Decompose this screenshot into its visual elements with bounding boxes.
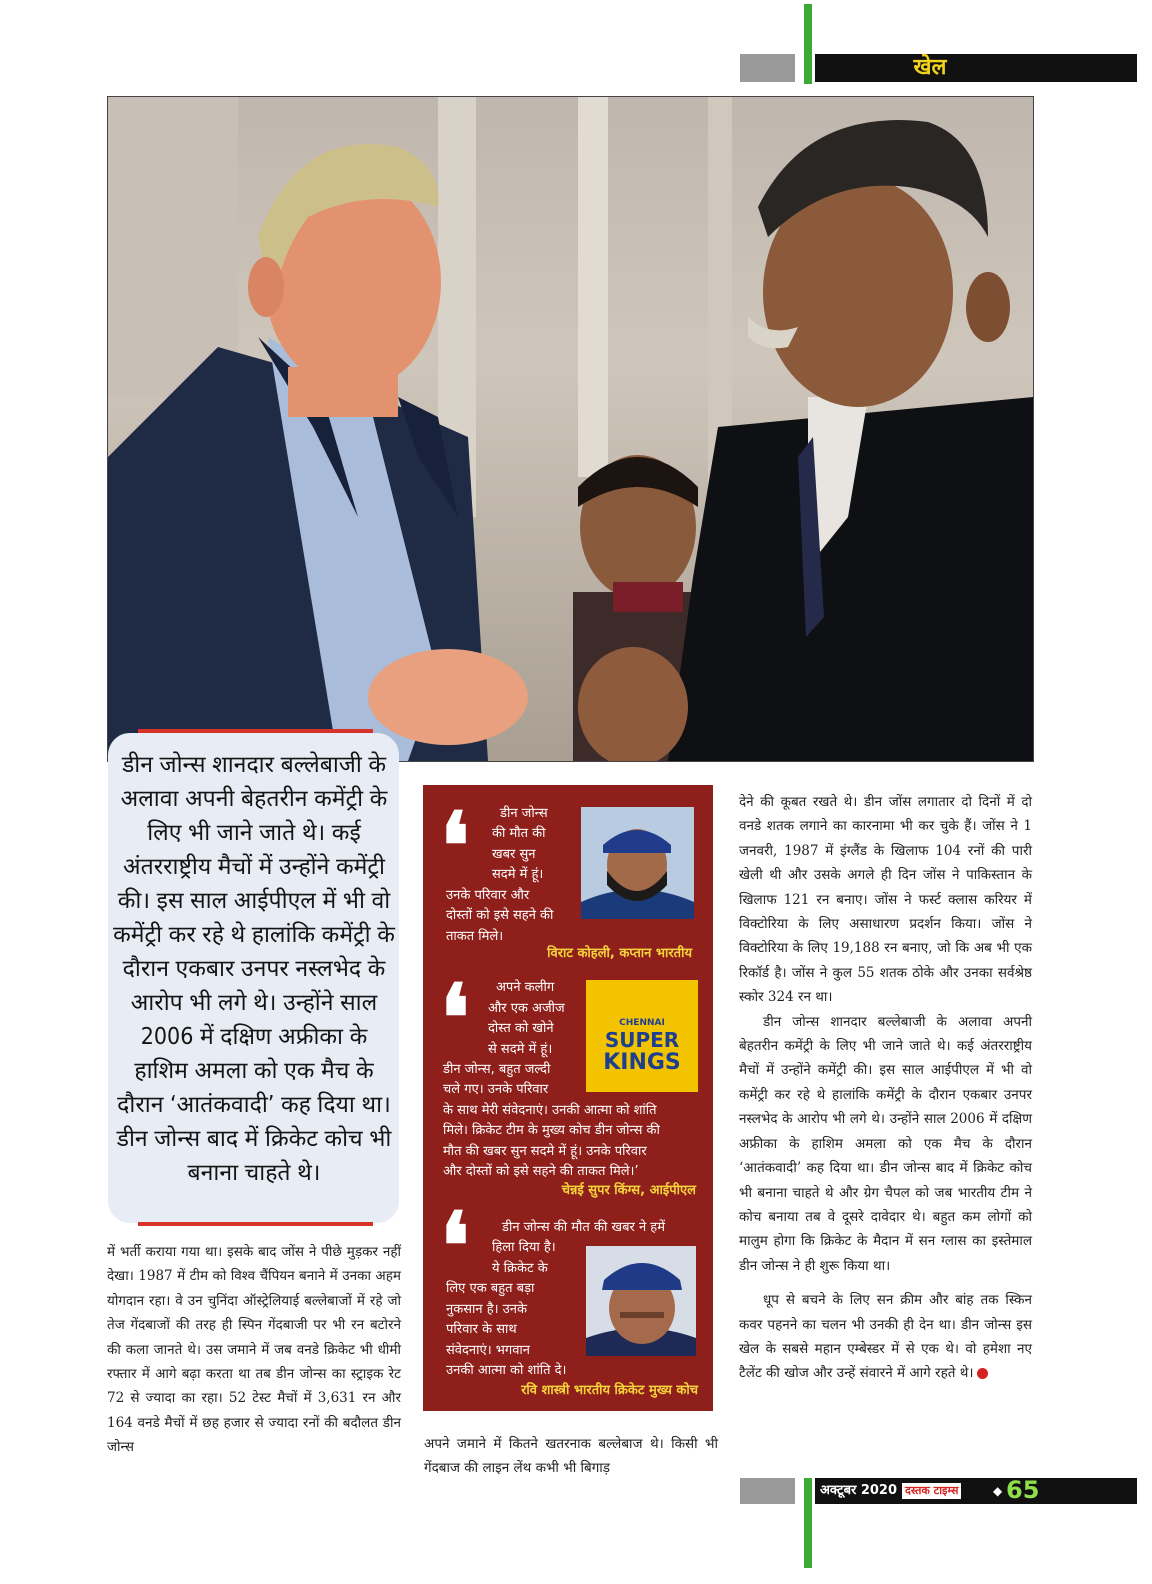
quote-1-line: ताकत मिले। [446,929,504,944]
quote-3-line: ये क्रिकेट के [492,1261,548,1276]
csk-logo-mid: SUPER [604,1028,680,1052]
column-right-paragraph-3: धूप से बचने के लिए सन क्रीम और बांह तक स्किन कवर पहनने का चलन भी उनकी ही देन था। डीन जोन्स इस खेल के सबसे महान एम्बेस्डर में से एक थे। वो हमेशा नए टैलेंट की खोज और उन्हें संवारने में आगे रहते थे। [739,1292,1032,1382]
footer-separator-icon: ◆ [993,1484,1003,1498]
main-photo [107,96,1034,762]
quote-2-line: डीन जोन्स, बहुत जल्दी [443,1062,551,1077]
quote-2-line: और एक अजीज [488,1001,565,1016]
quote-3-line: लिए एक बहुत बड़ा [446,1281,535,1296]
quote-1-line: की मौत की [492,826,546,841]
section-label: खेल [913,55,947,80]
quote-1-line: खबर सुन [492,847,536,862]
header-gray-block [740,54,795,82]
quote-3-line: नुकसान है। उनके [446,1302,527,1317]
quote-3-portrait [586,1246,696,1356]
quote-2-attribution: चेन्नई सुपर किंग्स, आईपीएल [561,1183,696,1198]
quote-3-line: परिवार के साथ [446,1322,517,1337]
footer-gray-block [740,1478,795,1504]
column-right-paragraph-1: देने की कूबत रखते थे। डीन जोंस लगातार दो दिनों में दो वनडे शतक लगाने का कारनामा भी कर चुके हैं। जोंस ने 1 जनवरी, 1987 में इंग्लैंड के खिलाफ 104 रनों की पारी खेली थी और उसके अगले ही दिन जोंस ने पाकिस्तान के खिलाफ 121 रन बनाए। जोंस ने फर्स्ट क्लास करियर में विक्टोरिया के लिए असाधारण प्रदर्शन किया। जोंस ने विक्टोरिया के लिए 19,188 रन बनाए, जो कि अब भी एक रिकॉर्ड है। जोंस ने कुल 55 शतक ठोके और उनका सर्वश्रेष्ठ स्कोर 324 रन था। [739,794,1032,1006]
quote-1-attribution: विराट कोहली, कप्तान भारतीय [547,946,692,961]
quote-1-line: डीन जोन्स [500,806,548,821]
pull-quote-top-rule [138,729,373,733]
csk-logo-top: CHENNAI [619,1018,665,1028]
quote-1-line: सदमे में हूं। [492,867,544,882]
csk-logo [586,980,698,1092]
quote-2-line: दोस्त को खोने [488,1021,554,1036]
quote-2-line: अपने कलीग [496,980,555,995]
footer-magazine-logo: दस्तक टाइम्स [902,1483,961,1499]
pull-quote-text: डीन जोन्स शानदार बल्लेबाजी के अलावा अपनी बेहतरीन कमेंट्री के लिए भी जाने जाते थे। कई अंतरराष्ट्रीय मैचों में उन्होंने कमेंट्री की। इस साल आईपीएल में भी वो कमेंट्री कर रहे थे हालांकि कमेंट्री के दौरान एकबार उनपर नस्लभेद के आरोप भी लगे थे। उन्होंने साल 2006 में दक्षिण अफ्रीका के हाशिम अमला को एक मैच के दौरान ‘आतंकवादी’ कह दिया था। डीन जोन्स बाद में क्रिकेट कोच भी बनाना चाहते थे। [113,752,395,1186]
quote-1-line: उनके परिवार और [446,888,530,903]
quote-mark-icon: ❛ [440,1192,470,1300]
quote-2-line: चले गए। उनके परिवार [443,1082,549,1097]
quote-3-attribution: रवि शास्त्री भारतीय क्रिकेट मुख्य कोच [521,1383,698,1398]
quote-mark-icon: ❛ [440,792,470,900]
pull-quote-bottom-rule [138,1222,373,1226]
quote-1-portrait [581,807,694,919]
quote-2-line: मौत की खबर सुन सदमे में हूं। उनके परिवार [443,1144,647,1159]
quote-2-line: मिले। क्रिकेट टीम के मुख्य कोच डीन जोन्स की [443,1123,660,1138]
page-number: 65 [1006,1476,1040,1504]
end-mark-icon [977,1368,988,1379]
csk-logo-bottom: KINGS [603,1050,681,1075]
column-middle-bottom [424,1432,718,1481]
header-green-rule [804,4,812,84]
quote-2-line: और दोस्तों को इसे सहने की ताकत मिले।’ [443,1164,639,1179]
quote-mark-icon: ❛ [440,964,470,1072]
column-left-paragraph: में भर्ती कराया गया था। इसके बाद जोंस ने पीछे मुड़कर नहीं देखा। 1987 में टीम को विश्व चैंपियन बनाने में उनका अहम योगदान रहा। वे उन चुनिंदा ऑस्ट्रेलियाई बल्लेबाजों में रहे जो तेज गेंदबाजों की तरह ही स्पिन गेंदबाजी पर भी रन बटोरने की कला जानते थे। उस जमाने में जब वनडे क्रिकेट भी धीमी रफ्तार में आगे बढ़ा करता था तब डीन जोन्स का स्ट्राइक रेट 72 से ज्यादा का रहा। 52 टेस्ट मैचों में 3,631 रन और 164 वनडे मैचों में छह हजार से ज्यादा रनों की बदौलत डीन जोन्स [107,1244,401,1456]
footer-green-rule [804,1478,812,1568]
photo-illustration [108,97,1033,761]
quote-3-line: डीन जोन्स की मौत की खबर ने हमें [502,1220,665,1235]
footer-date: अक्टूबर 2020 [820,1483,898,1498]
column-right-paragraph-2: डीन जोन्स शानदार बल्लेबाजी के अलावा अपनी बेहतरीन कमेंट्री के लिए भी जाने जाते थे। कई अंतरराष्ट्रीय मैचों में उन्होंने कमेंट्री की। इस साल आईपीएल में भी वो कमेंट्री कर रहे थे हालांकि कमेंट्री के दौरान एकबार उनपर नस्लभेद के आरोप भी लगे थे। उन्होंने साल 2006 में दक्षिण अफ्रीका के हाशिम अमला को एक मैच के दौरान ‘आतंकवादी’ कह दिया था। डीन जोन्स बाद में क्रिकेट कोच भी बनाना चाहते थे और ग्रेग चैपल को जब भारतीय टीम ने कोच बनाया तब वे दूसरे दावेदार थे। बहुत कम लोगों को मालुम होगा कि क्रिकेट के मैदान में सन ग्लास का इस्तेमाल डीन जोन्स ने ही शुरू किया था। [739,1013,1032,1274]
quote-2-line: से सदमे में हूं। [488,1042,553,1057]
quote-3-line: संवेदनाएं। भगवान [446,1343,531,1358]
quote-3-line: हिला दिया है। [492,1240,556,1255]
column-middle-paragraph: अपने जमाने में कितने खतरनाक बल्लेबाज थे। किसी भी गेंदबाज की लाइन लेंथ कभी भी बिगाड़ [424,1436,718,1477]
column-right [739,790,1032,1386]
quote-1-line: दोस्तों को इसे सहने की [446,908,554,923]
column-left [107,1240,401,1460]
quote-2-line: के साथ मेरी संवेदनाएं। उनकी आत्मा को शांति [443,1103,657,1118]
quote-3-line: उनकी आत्मा को शांति दे। [446,1363,567,1378]
